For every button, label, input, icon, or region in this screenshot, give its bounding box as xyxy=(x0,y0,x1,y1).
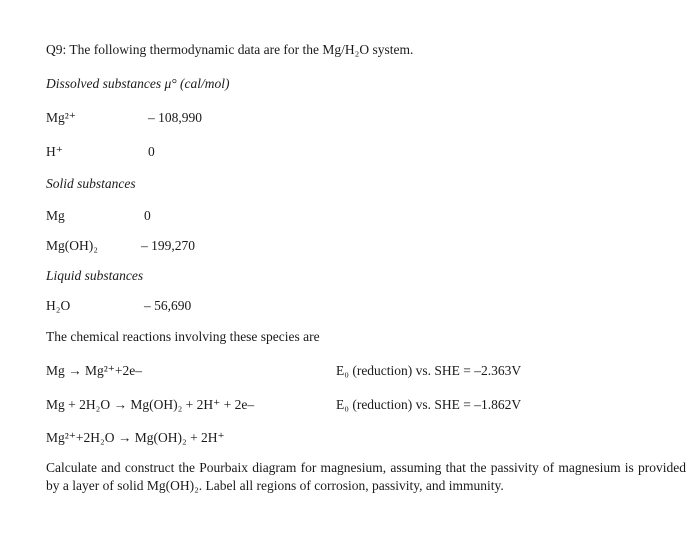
solid-species-mg: Mg xyxy=(46,208,65,223)
solid-heading: Solid substances xyxy=(46,176,136,191)
liquid-heading: Liquid substances xyxy=(46,268,144,283)
dissolved-species-mg2: Mg²⁺ xyxy=(46,110,76,125)
question-title: Q9: The following thermodynamic data are for the Mg/H₂O system. xyxy=(46,42,414,57)
solid-value-mgoh2: – 199,270 xyxy=(141,238,195,253)
reaction-3-equation: Mg²⁺+2H₂O → Mg(OH)₂ + 2H⁺ xyxy=(46,430,225,445)
reactions-intro: The chemical reactions involving these species are xyxy=(46,329,320,344)
reaction-1-potential: E₀ (reduction) vs. SHE = –2.363V xyxy=(336,363,522,378)
dissolved-species-h: H⁺ xyxy=(46,144,63,159)
dissolved-value-h: 0 xyxy=(148,144,155,159)
solid-value-mg: 0 xyxy=(144,208,151,223)
reaction-1-equation: Mg → Mg²⁺+2e– xyxy=(46,363,143,378)
liquid-species-h2o: H₂O xyxy=(46,298,71,313)
dissolved-value-mg2: – 108,990 xyxy=(148,110,202,125)
question-instruction: Calculate and construct the Pourbaix diagram for magnesium, assuming that the passivity of magnesium is provided by a layer of solid Mg(OH)₂. Label all regions of corrosion, passivity, and immunity. xyxy=(46,460,686,493)
dissolved-heading: Dissolved substances μ° (cal/mol) xyxy=(46,76,230,91)
reaction-2-potential: E₀ (reduction) vs. SHE = –1.862V xyxy=(336,397,522,412)
reaction-2-equation: Mg + 2H₂O → Mg(OH)₂ + 2H⁺ + 2e– xyxy=(46,397,255,412)
solid-species-mgoh2: Mg(OH)₂ xyxy=(46,238,98,253)
liquid-value-h2o: – 56,690 xyxy=(144,298,192,313)
